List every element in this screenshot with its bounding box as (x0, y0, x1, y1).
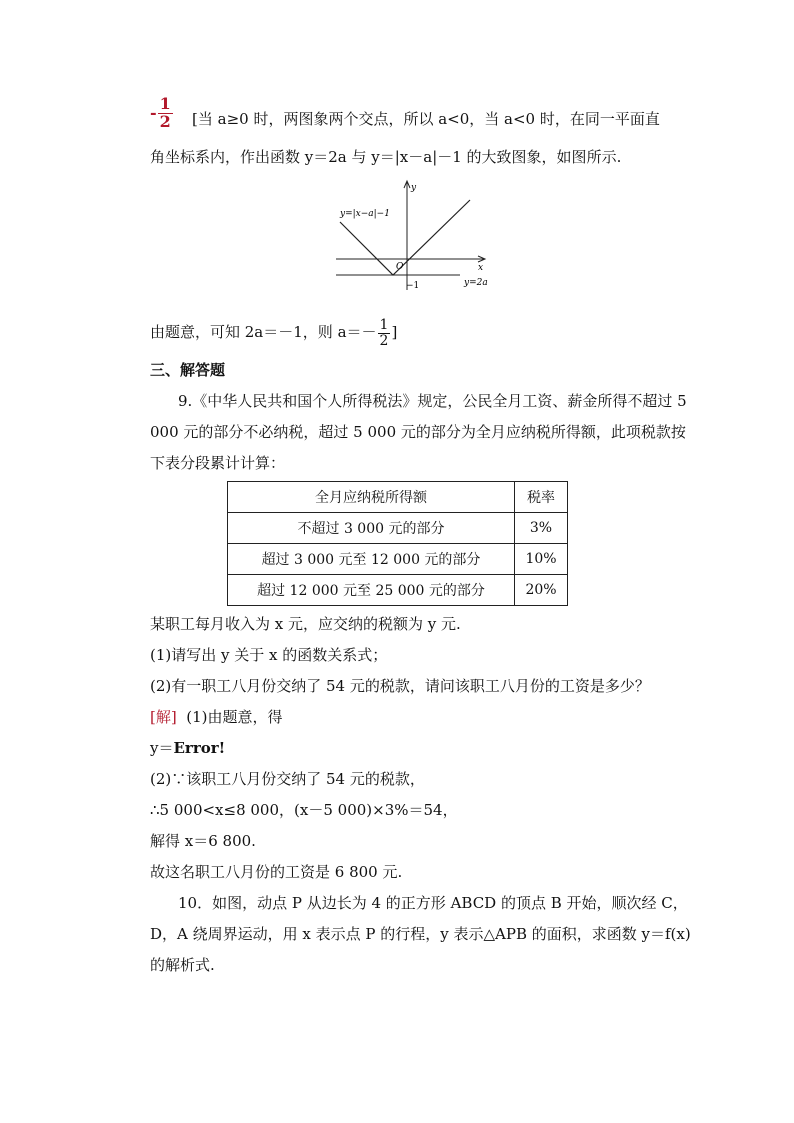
q9-solution-y (150, 737, 225, 758)
section-heading: 三、解答题 (150, 361, 226, 379)
q10-line2: D，A 绕周界运动，用 x 表示点 P 的行程，y 表示△APB 的面积，求函数 y＝f(x) (150, 925, 691, 943)
table-cell: 20% (515, 575, 568, 606)
label-abs: y=|x−a|−1 (340, 209, 390, 219)
table-row (228, 575, 568, 606)
q9-solution-3: ∴5 000<x≤8 000，(x－5 000)×3%＝54， (150, 801, 458, 819)
q9-solution-4: 解得 x＝6 800. (150, 832, 256, 850)
function-graph (330, 178, 510, 298)
answer-frac: $\frac{1}{2}$ (159, 94, 171, 131)
label-y2a: y=2a (464, 278, 488, 288)
label-y: y (411, 183, 417, 193)
q9-solution-2: (2)∵该职工八月份交纳了 54 元的税款， (150, 770, 425, 788)
answer-fraction (150, 96, 174, 131)
solution-step1: (1)由题意，得 (186, 708, 283, 726)
table-row (228, 513, 568, 544)
answer-sign: - (150, 102, 157, 122)
table-cell: 不超过 3 000 元的部分 (228, 513, 515, 544)
conclusion-text: 由题意，可知 2a＝－1，则 a＝－ (150, 323, 377, 342)
solution-y: y＝ (150, 739, 174, 757)
q9-line2: 000 元的部分不必纳税，超过 5 000 元的部分为全月应纳税所得额，此项税款按 (150, 423, 686, 441)
table-row (228, 544, 568, 575)
table-cell: 3% (515, 513, 568, 544)
solution-error: Error! (173, 739, 226, 757)
q9-solution-start (150, 706, 283, 727)
answer8-conclusion (150, 318, 397, 348)
conclusion-end: ] (391, 323, 398, 342)
tax-table (227, 481, 568, 606)
table-header-row (228, 482, 568, 513)
q9-after-table: 某职工每月收入为 x 元，应交纳的税额为 y 元. (150, 615, 461, 633)
q10-line1: 10．如图，动点 P 从边长为 4 的正方形 ABCD 的顶点 B 开始，顺次经 C， (178, 894, 688, 912)
label-origin: O (396, 262, 404, 272)
q9-solution-5: 故这名职工八月份的工资是 6 800 元. (150, 863, 403, 881)
table-header: 税率 (515, 482, 568, 513)
q9-sub2: (2)有一职工八月份交纳了 54 元的税款，请问该职工八月份的工资是多少？ (150, 677, 650, 695)
table-cell: 超过 12 000 元至 25 000 元的部分 (228, 575, 515, 606)
table-cell: 超过 3 000 元至 12 000 元的部分 (228, 544, 515, 575)
conclusion-frac: $\frac{1}{2}$ (379, 317, 389, 349)
label-x: x (478, 263, 484, 273)
q9-line3: 下表分段累计计算： (150, 454, 286, 472)
q10-line3: 的解析式. (150, 956, 215, 974)
q9-sub1: (1)请写出 y 关于 x 的函数关系式； (150, 646, 388, 664)
label-neg1: −1 (406, 281, 420, 291)
solution-tag: [解] (150, 708, 177, 726)
answer8-line2: 角坐标系内，作出函数 y＝2a 与 y＝|x－a|－1 的大致图象，如图所示. (150, 148, 622, 166)
table-cell: 10% (515, 544, 568, 575)
table-header: 全月应纳税所得额 (228, 482, 515, 513)
answer8-line1: [当 a≥0 时，两图象两个交点，所以 a<0，当 a<0 时，在同一平面直 (192, 110, 660, 128)
q9-line1: 9.《中华人民共和国个人所得税法》规定，公民全月工资、薪金所得不超过 5 (178, 392, 687, 410)
